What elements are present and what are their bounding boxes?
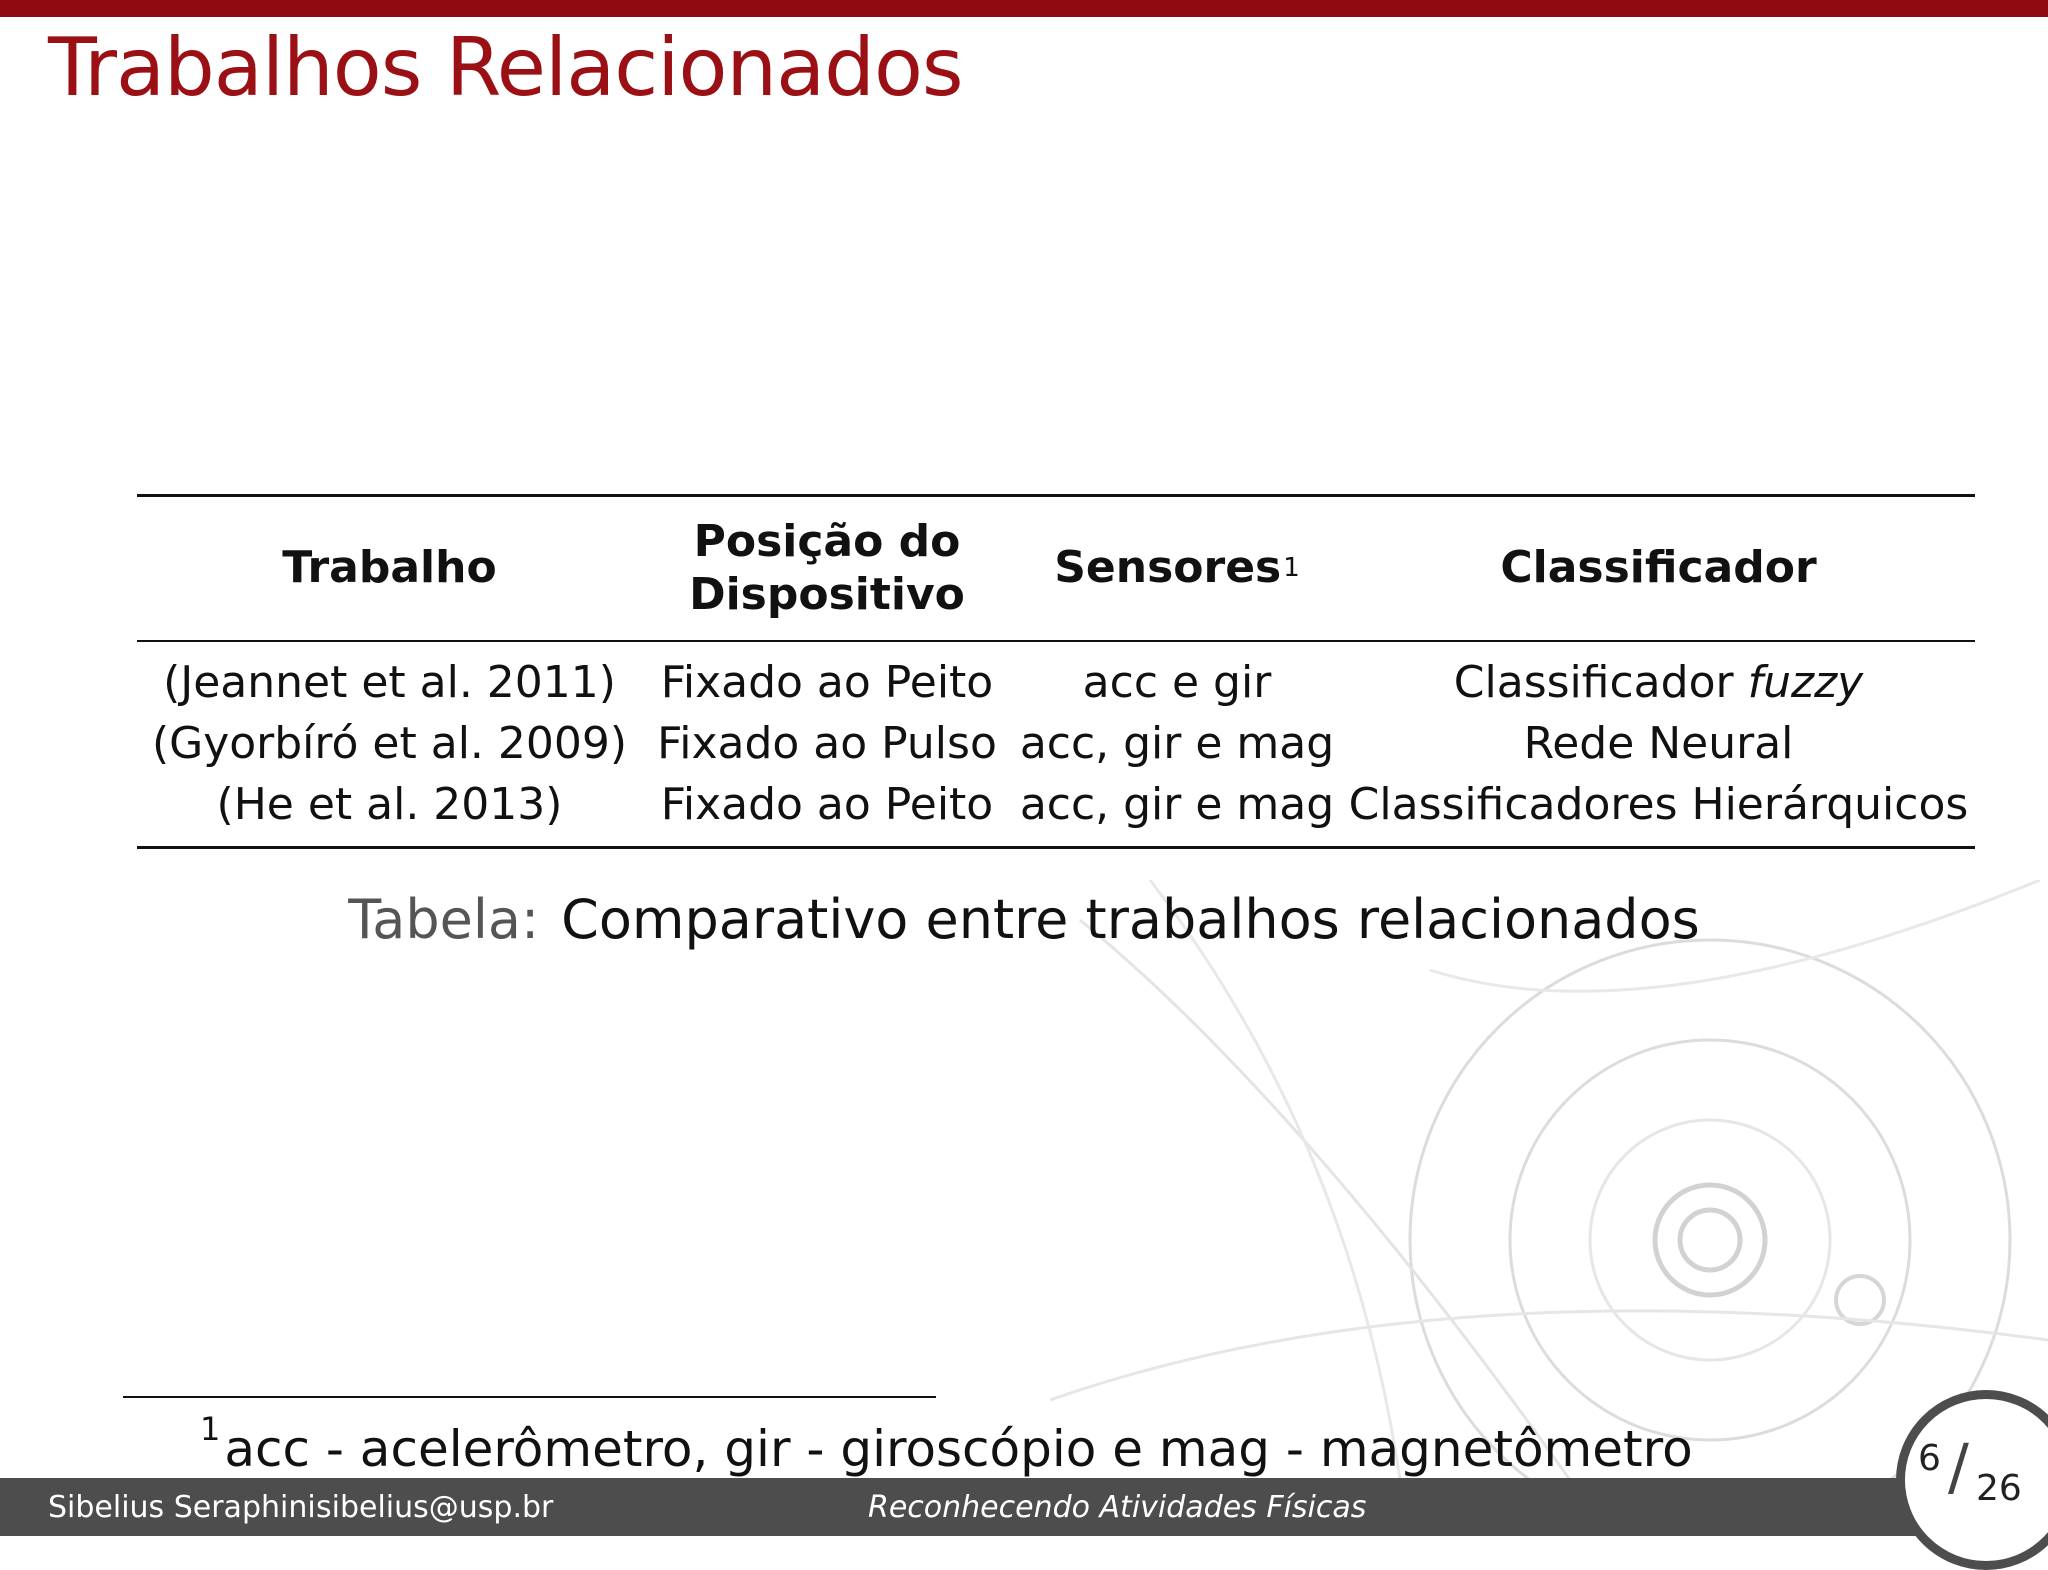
slide-title: Trabalhos Relacionados [48,21,963,114]
header-sensores: Sensores 1 [1054,542,1300,594]
footer-email: sibelius@usp.br [316,1490,554,1525]
page-separator: / [1948,1430,1969,1503]
table-cell-work: (Gyorbíró et al. 2009) [151,718,628,769]
footnote-number: 1 [200,1410,221,1448]
table-cell-position: Fixado ao Pulso [657,718,997,769]
footer-bar [0,1478,2048,1536]
footnote-rule [123,1396,936,1398]
table-caption [0,888,2048,951]
table-cell-sensors: acc, gir e mag [1019,779,1335,830]
table-cell-sensors: acc e gir [1082,657,1272,708]
table-cell-position: Fixado ao Peito [660,779,994,830]
table-cell-classifier: Rede Neural [1523,718,1794,769]
header-trabalho: Trabalho [282,542,497,594]
page-current: 6 [1918,1438,1941,1479]
footnote-marker: 1 [1283,552,1300,583]
header-posicao: Posição do Dispositivo [689,515,965,620]
caption-text: Comparativo entre trabalhos relacionados [561,888,1700,951]
footnote [200,1410,1693,1478]
table-cell-sensors: acc, gir e mag [1019,718,1335,769]
decorative-background-drawing [1050,880,2048,1480]
top-accent-bar [0,0,2048,17]
table-header-rule [137,640,1975,642]
page-total: 26 [1976,1468,2022,1509]
footer-short-title: Reconhecendo Atividades Físicas [868,1490,1367,1525]
table-cell-work: (Jeannet et al. 2011) [163,657,616,708]
table-cell-work: (He et al. 2013) [216,779,563,830]
footer-author: Sibelius Seraphini [48,1490,316,1525]
table-cell-classifier: Classificadores Hierárquicos [1348,779,1969,830]
table-bottom-rule [137,846,1975,849]
caption-label: Tabela: [348,888,540,951]
footnote-text: acc - acelerômetro, gir - giroscópio e mag - magnetômetro [224,1420,1693,1478]
table-cell-position: Fixado ao Peito [660,657,994,708]
table-cell-classifier: Classificador fuzzy [1453,657,1864,708]
header-classificador: Classificador [1500,542,1817,594]
